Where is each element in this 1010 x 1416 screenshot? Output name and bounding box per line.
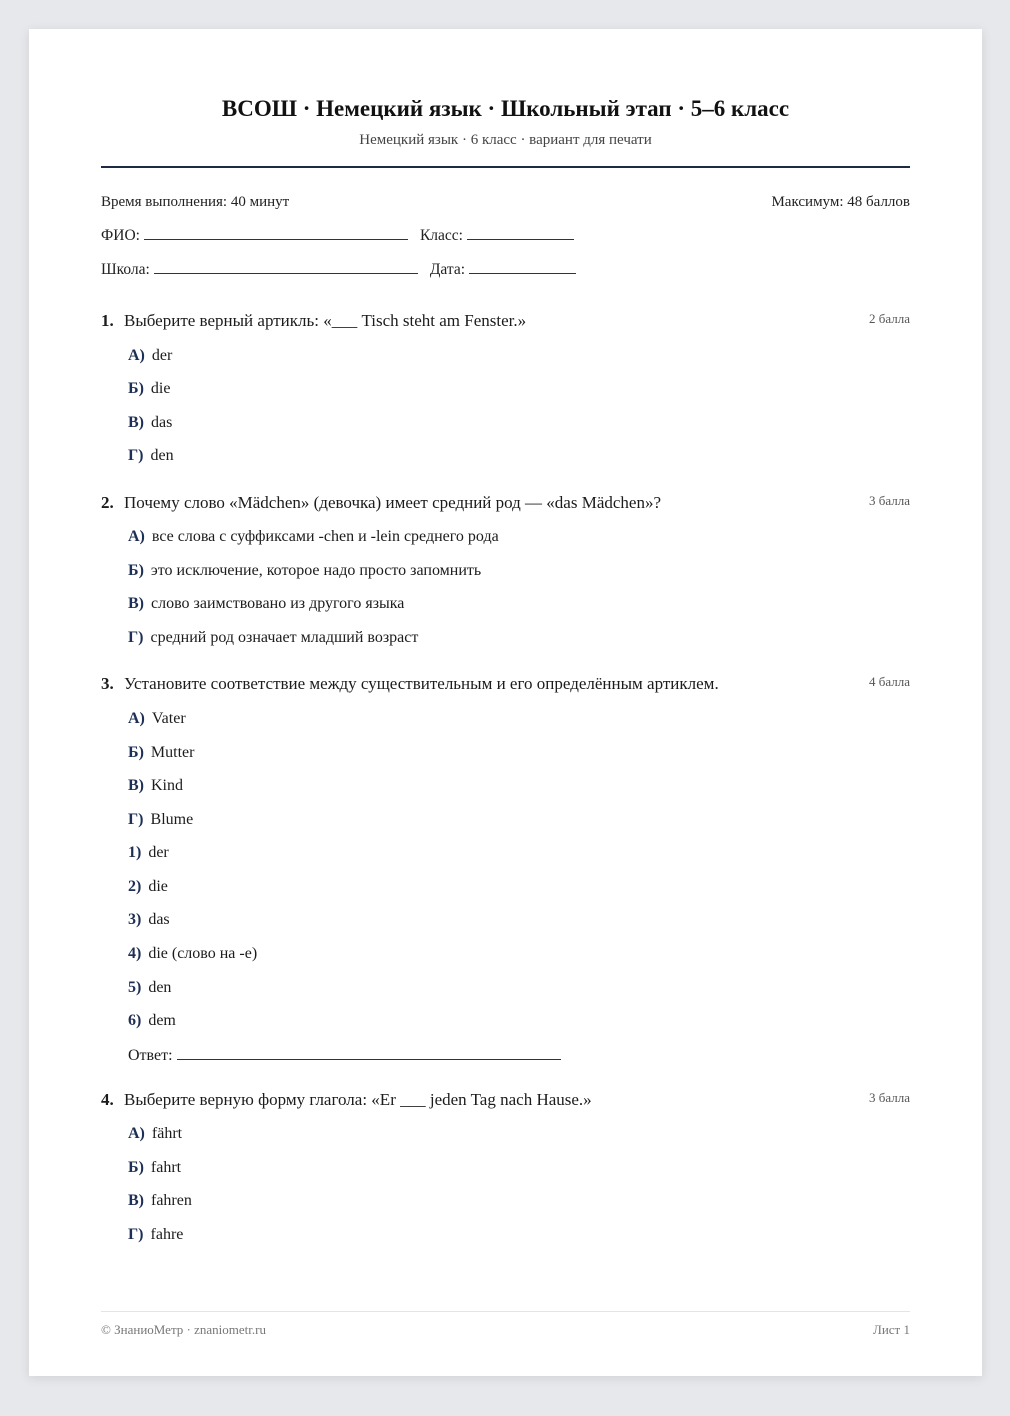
option-mark: 6) [128,1012,142,1029]
question-4 [101,1089,910,1111]
question-number: 2. [101,493,114,512]
answer-option[interactable] [128,379,170,399]
question-number: 3. [101,674,114,693]
option-mark: А) [128,1125,145,1142]
meta-row [101,192,910,212]
answer-label: Ответ: [128,1047,173,1064]
option-mark: А) [128,347,145,364]
answer-option[interactable] [128,1225,183,1245]
option-mark: В) [128,414,144,431]
option-mark: А) [128,710,145,727]
option-mark: 5) [128,979,142,996]
footer-copyright: © ЗнаниоМетр · znaniometr.ru [101,1322,266,1337]
option-text: der [151,347,173,364]
answer-option[interactable] [128,561,481,581]
option-mark: Б) [128,1159,144,1176]
answer-option[interactable] [128,446,174,466]
question-points: 3 балла [869,493,910,508]
option-text: das [148,911,170,928]
option-mark: 1) [128,844,142,861]
answer-option[interactable] [128,1124,182,1144]
match-left-item [128,810,193,830]
option-text: Blume [150,811,194,828]
option-text: Vater [151,710,186,727]
answer-field-row [128,1045,561,1066]
answer-option[interactable] [128,527,499,547]
option-mark: Г) [128,1226,144,1243]
option-mark: 3) [128,911,142,928]
name-class-row [101,225,574,246]
option-mark: Б) [128,744,144,761]
match-left-item [128,743,194,763]
question-number: 1. [101,311,114,330]
match-right-item [128,944,257,964]
header-divider [101,166,910,168]
option-text: die [148,878,168,895]
option-text: это исключение, которое надо просто запомнить [150,562,482,579]
option-mark: Б) [128,380,144,397]
match-right-item [128,910,170,930]
option-mark: В) [128,595,144,612]
question-1 [101,310,910,332]
option-mark: А) [128,528,145,545]
question-3 [101,673,910,695]
option-text: fährt [151,1125,183,1142]
match-left-item [128,709,186,729]
option-text: средний род означает младший возраст [150,629,419,646]
option-text: die (слово на -e) [148,945,258,962]
class-label: Класс: [419,227,463,244]
option-text: der [148,844,169,861]
answer-option[interactable] [128,628,418,648]
time-limit: Время выполнения: 40 минут [101,194,290,210]
school-label: Школа: [101,261,150,278]
option-text: den [148,979,172,996]
match-right-item [128,1011,176,1031]
option-mark: В) [128,1192,144,1209]
option-text: dem [148,1012,176,1029]
option-mark: Б) [128,562,144,579]
print-sheet [29,29,982,1376]
question-text: Установите соответствие между существительным и его определённым артиклем. [124,674,719,693]
option-mark: Г) [128,629,144,646]
option-text: fahre [150,1226,184,1243]
date-blank[interactable] [469,259,576,274]
match-right-item [128,877,168,897]
option-text: die [150,380,171,397]
school-date-row [101,259,576,280]
answer-option[interactable] [128,413,172,433]
option-text: Kind [151,777,183,794]
question-points: 3 балла [869,1090,910,1105]
option-text: все слова с суффиксами -chen и -lein среднего рода [151,528,499,545]
answer-option[interactable] [128,1191,192,1211]
option-text: слово заимствовано из другого языка [151,595,405,612]
question-number: 4. [101,1090,114,1109]
class-blank[interactable] [467,225,574,240]
option-mark: 4) [128,945,142,962]
name-label: ФИО: [101,227,140,244]
page-subtitle: Немецкий язык · 6 класс · вариант для печати [359,132,652,148]
question-points: 2 балла [869,311,910,326]
page-title: ВСОШ · Немецкий язык · Школьный этап · 5–6 класс [221,96,790,121]
answer-blank[interactable] [177,1045,561,1060]
answer-option[interactable] [128,1158,181,1178]
answer-option[interactable] [128,346,172,366]
footer-page-number: Лист 1 [873,1322,910,1337]
match-left-item [128,776,183,796]
answer-option[interactable] [128,594,404,614]
option-mark: Г) [128,811,144,828]
option-text: Mutter [150,744,195,761]
option-mark: Г) [128,447,144,464]
date-label: Дата: [429,261,466,278]
question-text: Почему слово «Mädchen» (девочка) имеет средний род — «das Mädchen»? [124,493,662,512]
option-text: fahren [151,1192,192,1209]
option-text: das [151,414,173,431]
question-text: Выберите верную форму глагола: «Er ___ jeden Tag nach Hause.» [124,1090,592,1109]
school-blank[interactable] [154,259,418,274]
option-text: den [150,447,174,464]
match-right-item [128,978,171,998]
question-text: Выберите верный артикль: «___ Tisch steht am Fenster.» [124,311,527,330]
match-right-item [128,843,169,863]
option-mark: 2) [128,878,142,895]
max-score: Максимум: 48 баллов [771,194,910,210]
option-mark: В) [128,777,144,794]
question-2 [101,492,910,514]
footer-divider [101,1311,910,1312]
option-text: fahrt [150,1159,182,1176]
name-blank[interactable] [144,225,408,240]
question-points: 4 балла [869,674,910,689]
